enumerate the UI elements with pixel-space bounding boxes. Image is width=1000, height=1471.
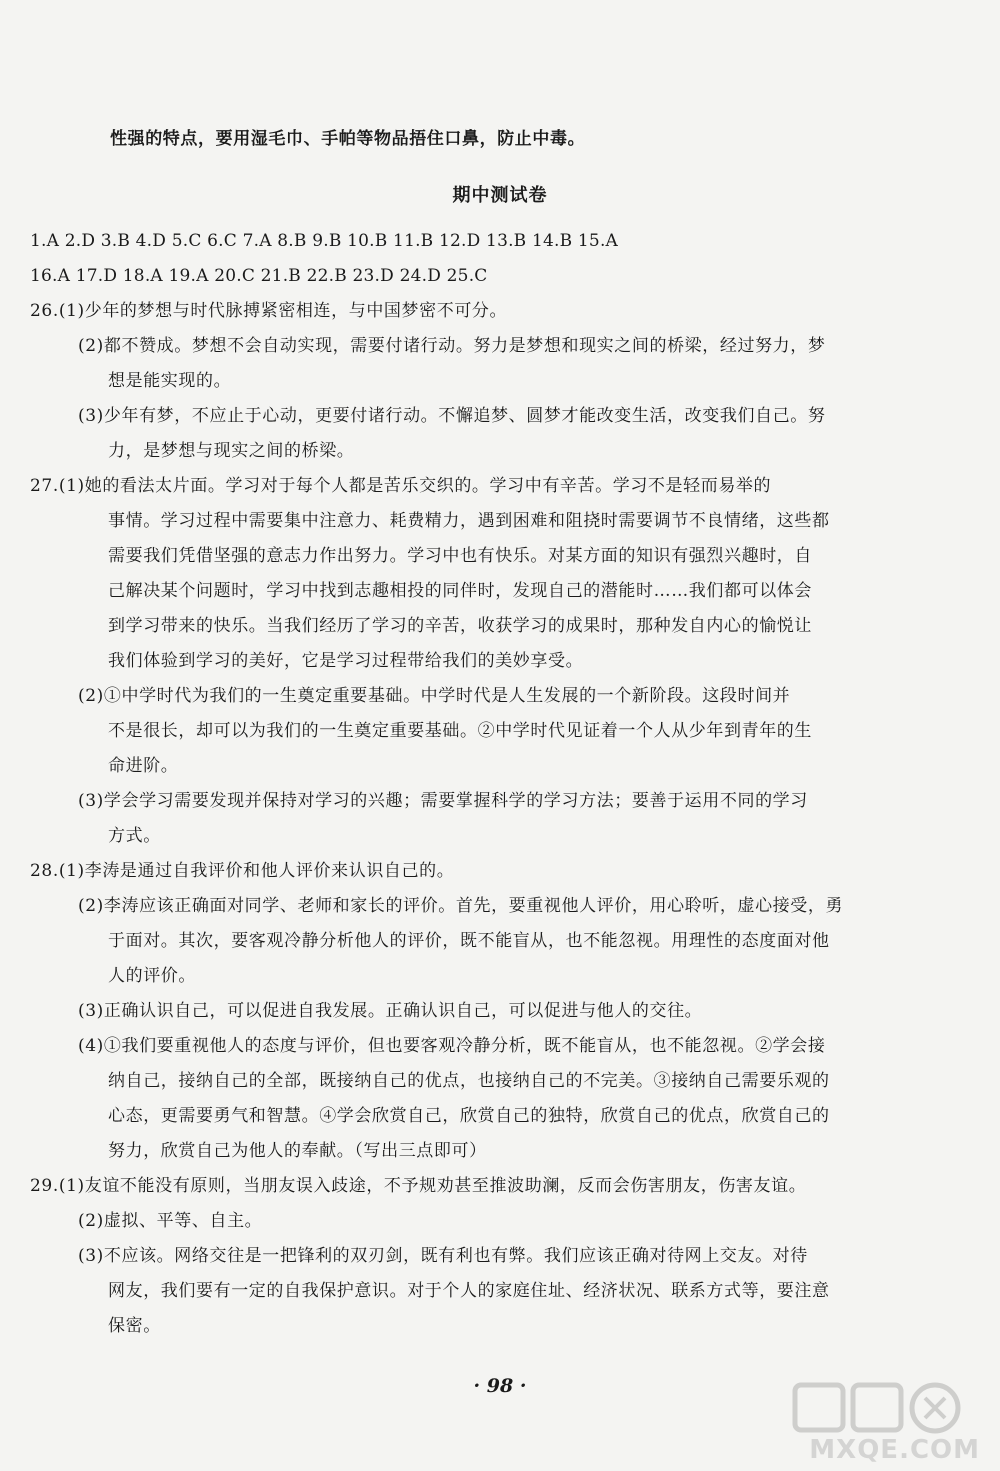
page-number: · 98 · [473,1375,527,1397]
answer-line: 28.(1)李涛是通过自我评价和他人评价来认识自己的。 [30,861,455,881]
answer-line: 于面对。其次，要客观冷静分析他人的评价，既不能盲从，也不能忽视。用理性的态度面对他 [108,931,830,951]
answer-line: 人的评价。 [108,966,196,986]
answer-line: (3)少年有梦，不应止于心动，更要付诸行动。不懈追梦、圆梦才能改变生活，改变我们自己。努 [78,406,826,426]
answer-line: 命进阶。 [108,756,179,776]
answer-line: 己解决某个问题时，学习中找到志趣相投的同伴时，发现自己的潜能时……我们都可以体会 [108,581,812,601]
answer-line: 到学习带来的快乐。当我们经历了学习的辛苦，收获学习的成果时，那种发自内心的愉悦让 [108,616,812,636]
answer-line: 方式。 [108,826,161,846]
answer-line: 事情。学习过程中需要集中注意力、耗费精力，遇到困难和阻挠时需要调节不良情绪，这些都 [108,511,830,531]
answer-line-mc: 1.A 2.D 3.B 4.D 5.C 6.C 7.A 8.B 9.B 10.B 11.B 12.D 13.B 14.B 15.A [30,231,619,251]
answer-line: 27.(1)她的看法太片面。学习对于每个人都是苦乐交织的。学习中有辛苦。学习不是轻而易举的 [30,476,772,496]
section-title: 期中测试卷 [452,185,548,206]
answer-line: 保密。 [108,1316,161,1336]
watermark-text: MXQE.COM [809,1435,980,1465]
answer-line: 不是很长，却可以为我们的一生奠定重要基础。②中学时代见证着一个人从少年到青年的生 [108,721,812,741]
answer-line: 网友，我们要有一定的自我保护意识。对于个人的家庭住址、经济状况、联系方式等，要注意 [108,1281,830,1301]
answer-line: 需要我们凭借坚强的意志力作出努力。学习中也有快乐。对某方面的知识有强烈兴趣时，自 [108,546,812,566]
answer-line: 想是能实现的。 [108,371,232,391]
answer-line: (2)虚拟、平等、自主。 [78,1211,263,1231]
watermark-logo [775,1380,980,1465]
answer-line: (3)正确认识自己，可以促进自我发展。正确认识自己，可以促进与他人的交往。 [78,1001,703,1021]
answer-line: (2)都不赞成。梦想不会自动实现，需要付诸行动。努力是梦想和现实之间的桥梁，经过努力，梦 [78,336,826,356]
answer-line: 力，是梦想与现实之间的桥梁。 [108,441,355,461]
answer-line: 26.(1)少年的梦想与时代脉搏紧密相连，与中国梦密不可分。 [30,301,508,321]
answer-line: (2)李涛应该正确面对同学、老师和家长的评价。首先，要重视他人评价，用心聆听，虚心接受，勇 [78,896,844,916]
text-line: 性强的特点，要用湿毛巾、手帕等物品捂住口鼻，防止中毒。 [110,129,586,149]
answer-line-mc: 16.A 17.D 18.A 19.A 20.C 21.B 22.B 23.D 24.D 25.C [30,266,488,286]
answer-line: 我们体验到学习的美好，它是学习过程带给我们的美妙享受。 [108,651,584,671]
answer-line: 努力，欣赏自己为他人的奉献。（写出三点即可） [108,1141,487,1161]
answer-line: (3)学会学习需要发现并保持对学习的兴趣；需要掌握科学的学习方法；要善于运用不同的学习 [78,791,808,811]
answer-line: 心态，更需要勇气和智慧。④学会欣赏自己，欣赏自己的独特，欣赏自己的优点，欣赏自己的 [108,1106,830,1126]
answer-line: (2)①中学时代为我们的一生奠定重要基础。中学时代是人生发展的一个新阶段。这段时间并 [78,686,791,706]
answer-line: 29.(1)友谊不能没有原则，当朋友误入歧途，不予规劝甚至推波助澜，反而会伤害朋友，伤害友谊。 [30,1176,807,1196]
answer-line: (3)不应该。网络交往是一把锋利的双刃剑，既有利也有弊。我们应该正确对待网上交友。对待 [78,1246,808,1266]
answer-line: (4)①我们要重视他人的态度与评价，但也要客观冷静分析，既不能盲从，也不能忽视。②学会接 [78,1036,826,1056]
watermark-icon [775,1380,980,1440]
answer-line: 纳自己，接纳自己的全部，既接纳自己的优点，也接纳自己的不完美。③接纳自己需要乐观的 [108,1071,830,1091]
